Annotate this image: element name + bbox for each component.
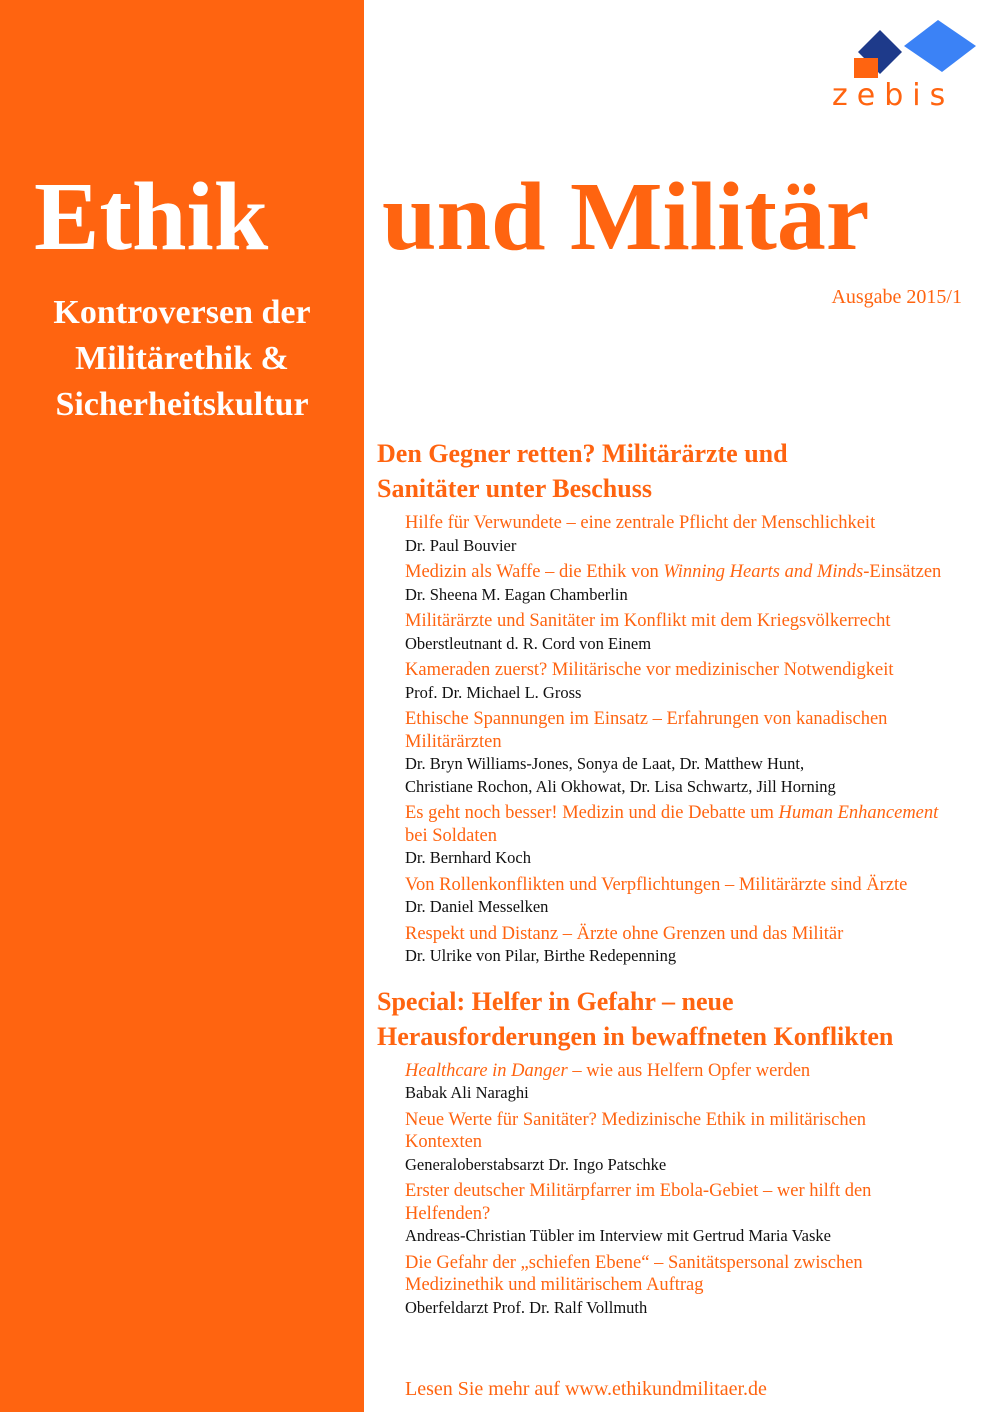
article-author: Prof. Dr. Michael L. Gross <box>405 682 582 702</box>
section-heading <box>377 984 977 1054</box>
article-author: Dr. Ulrike von Pilar, Birthe Redepenning <box>405 946 677 965</box>
article-title: Ethische Spannungen im Einsatz – Erfahrungen von kanadischen <box>405 709 888 729</box>
logo-light-square <box>904 20 976 72</box>
article-list <box>377 512 977 968</box>
article-author: Dr. Paul Bouvier <box>405 535 517 555</box>
article-title: Neue Werte für Sanitäter? Medizinische Ethik in militärischen <box>405 1109 867 1130</box>
article-item <box>405 561 977 606</box>
logo-orange-square <box>854 58 878 78</box>
title-und-militaer: und Militär <box>382 163 870 271</box>
article-title: Militärärzte und Sanitäter im Konflikt mit dem Kriegsvölkerrecht <box>405 611 891 631</box>
article-title: Healthcare in Danger – wie aus Helfern Opfer werden <box>405 1060 811 1081</box>
issue-label: Ausgabe 2015/1 <box>831 286 962 308</box>
section-main <box>377 436 977 968</box>
section-heading-line: Herausforderungen in bewaffneten Konflikten <box>377 1021 894 1051</box>
article-item <box>405 874 977 919</box>
article-title: Hilfe für Verwundete – eine zentrale Pflicht der Menschlichkeit <box>405 513 876 533</box>
article-author: Babak Ali Naraghi <box>405 1083 529 1102</box>
article-title: Medizinethik und militärischem Auftrag <box>405 1275 704 1295</box>
article-title: Die Gefahr der „schiefen Ebene“ – Sanitätspersonal zwischen <box>405 1252 863 1273</box>
subtitle-line: Kontroversen der <box>53 294 311 331</box>
article-item <box>405 659 977 704</box>
subtitle-line: Militärethik & <box>75 340 289 377</box>
article-title: Kontexten <box>405 1132 483 1152</box>
article-title: bei Soldaten <box>405 825 497 846</box>
section-heading-line: Den Gegner retten? Militärärzte und <box>377 439 788 468</box>
article-item <box>405 923 977 968</box>
article-author: Dr. Sheena M. Eagan Chamberlin <box>405 584 628 604</box>
article-author: Dr. Bryn Williams-Jones, Sonya de Laat, Dr. Matthew Hunt, <box>405 754 805 773</box>
section-special <box>377 984 977 1320</box>
article-author: Oberstleutnant d. R. Cord von Einem <box>405 633 652 653</box>
article-item <box>405 1180 977 1248</box>
title-ethik: Ethik <box>34 163 269 271</box>
article-item <box>405 802 977 870</box>
logo-text: zebis <box>832 78 955 113</box>
subtitle <box>0 290 364 428</box>
article-title: Respekt und Distanz – Ärzte ohne Grenzen und das Militär <box>405 923 844 944</box>
article-title: Es geht noch besser! Medizin und die Debatte um Human Enhancement <box>405 803 939 823</box>
table-of-contents <box>377 436 977 1323</box>
footer-website-link[interactable]: Lesen Sie mehr auf www.ethikundmilitaer.de <box>405 1378 767 1400</box>
section-heading-line: Special: Helfer in Gefahr – neue <box>377 986 734 1016</box>
article-author: Generaloberstabsarzt Dr. Ingo Patschke <box>405 1154 667 1174</box>
article-item <box>405 1252 977 1320</box>
article-title: Erster deutscher Militärpfarrer im Ebola-Gebiet – wer hilft den <box>405 1181 872 1201</box>
article-author: Oberfeldarzt Prof. Dr. Ralf Vollmuth <box>405 1297 648 1317</box>
article-item <box>405 610 977 655</box>
section-heading <box>377 436 977 506</box>
section-heading-line: Sanitäter unter Beschuss <box>377 474 652 503</box>
article-author: Dr. Bernhard Koch <box>405 848 532 867</box>
article-author: Christiane Rochon, Ali Okhowat, Dr. Lisa Schwartz, Jill Horning <box>405 776 836 796</box>
article-list <box>377 1060 977 1320</box>
article-item <box>405 512 977 557</box>
article-title: Medizin als Waffe – die Ethik von Winning Hearts and Minds-Einsätzen <box>405 562 942 582</box>
article-title: Helfenden? <box>405 1203 491 1224</box>
article-author: Dr. Daniel Messelken <box>405 897 549 916</box>
article-author: Andreas-Christian Tübler im Interview mit Gertrud Maria Vaske <box>405 1226 831 1245</box>
subtitle-line: Sicherheitskultur <box>55 386 309 423</box>
article-item <box>405 1060 977 1105</box>
article-title: Kameraden zuerst? Militärische vor medizinischer Notwendigkeit <box>405 660 894 680</box>
article-title: Militärärzten <box>405 731 502 752</box>
article-item <box>405 1109 977 1177</box>
article-item <box>405 708 977 798</box>
article-title: Von Rollenkonflikten und Verpflichtungen – Militärärzte sind Ärzte <box>405 874 908 895</box>
